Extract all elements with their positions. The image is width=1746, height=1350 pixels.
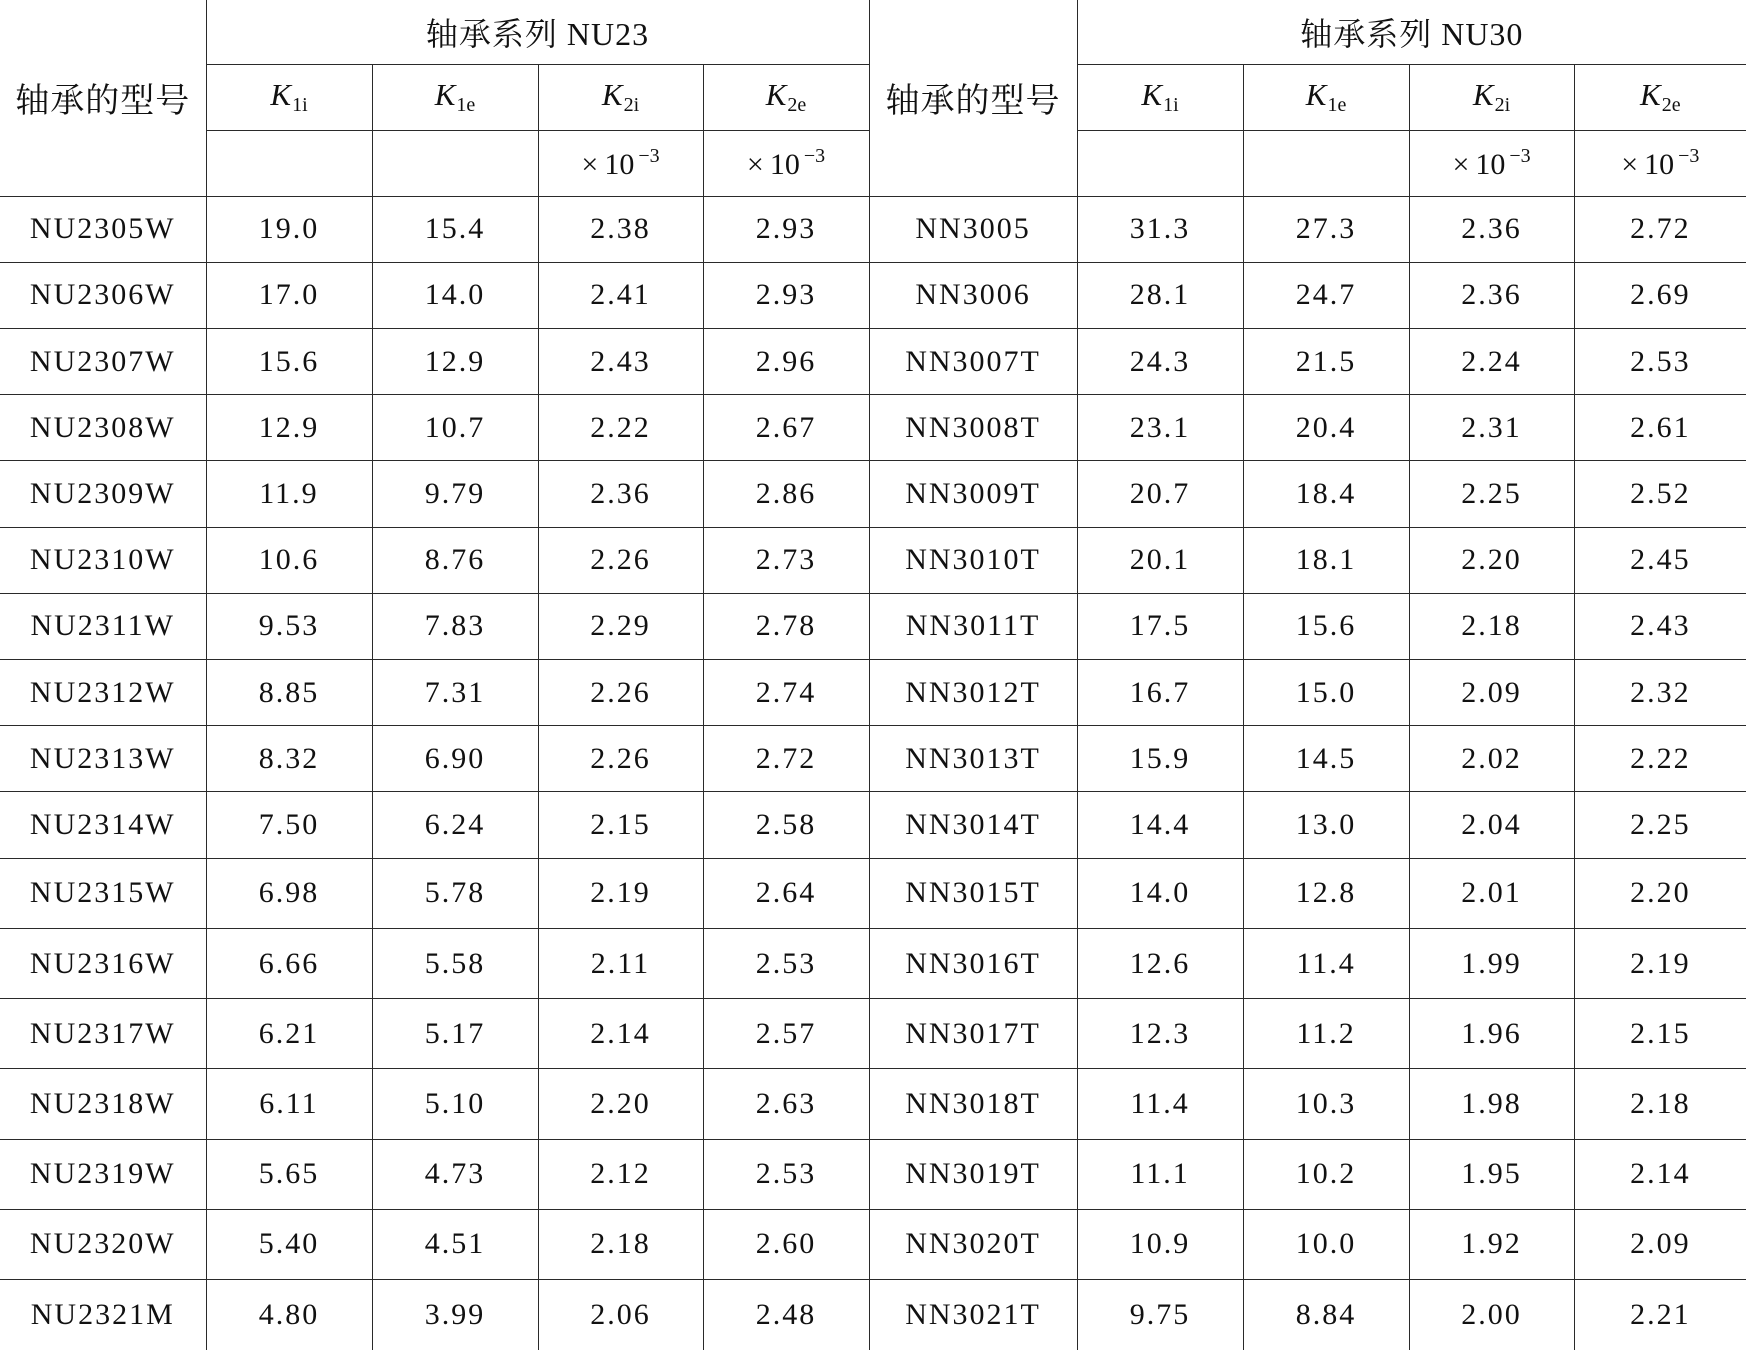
left-k2e-cell: 2.67 [703, 395, 869, 461]
left-series-title: 轴承系列 NU23 [206, 0, 869, 64]
left-k1e-cell: 10.7 [372, 395, 538, 461]
right-k2e-cell: 2.53 [1574, 328, 1746, 394]
left-model-cell: NU2311W [0, 593, 206, 659]
right-model-cell: NN3008T [869, 395, 1077, 461]
right-model-cell: NN3007T [869, 328, 1077, 394]
left-k2i-cell: 2.19 [538, 858, 703, 928]
right-model-cell: NN3018T [869, 1069, 1077, 1139]
right-k1e-cell: 27.3 [1243, 196, 1409, 262]
left-model-cell: NU2318W [0, 1069, 206, 1139]
left-k1e-cell: 5.78 [372, 858, 538, 928]
right-k2e-cell: 2.22 [1574, 726, 1746, 792]
right-k1i-cell: 15.9 [1077, 726, 1243, 792]
right-k1i-cell: 28.1 [1077, 262, 1243, 328]
table-body [0, 196, 1746, 1350]
left-k2e-cell: 2.60 [703, 1209, 869, 1279]
left-k2i-cell: 2.38 [538, 196, 703, 262]
right-model-cell: NN3011T [869, 593, 1077, 659]
left-k1i-cell: 15.6 [206, 328, 372, 394]
right-k1i-cell: 12.3 [1077, 999, 1243, 1069]
left-k2i-cell: 2.11 [538, 928, 703, 998]
left-model-header: 轴承的型号 [0, 0, 206, 196]
right-model-cell: NN3021T [869, 1280, 1077, 1350]
left-k2i-cell: 2.15 [538, 792, 703, 858]
left-model-cell: NU2317W [0, 999, 206, 1069]
right-k1e-cell: 10.2 [1243, 1139, 1409, 1209]
right-k2e-cell: 2.45 [1574, 527, 1746, 593]
right-k2i-cell: 2.20 [1409, 527, 1574, 593]
right-k1e-cell: 15.0 [1243, 660, 1409, 726]
right-k2e-scale: × 10 $^{-3}$ [1574, 130, 1746, 196]
table-row [0, 858, 1746, 928]
table-row [0, 660, 1746, 726]
right-k2e-cell: 2.09 [1574, 1209, 1746, 1279]
right-model-cell: NN3013T [869, 726, 1077, 792]
left-k1i-cell: 19.0 [206, 196, 372, 262]
right-k1e-cell: 20.4 [1243, 395, 1409, 461]
right-k2i-cell: 2.31 [1409, 395, 1574, 461]
left-model-cell: NU2313W [0, 726, 206, 792]
table-row [0, 328, 1746, 394]
left-k2e-cell: 2.58 [703, 792, 869, 858]
table-row [0, 1069, 1746, 1139]
right-k1i-cell: 12.6 [1077, 928, 1243, 998]
right-k2i-cell: 2.00 [1409, 1280, 1574, 1350]
right-model-cell: NN3014T [869, 792, 1077, 858]
left-k2e-header: $K_{2e}$ [703, 64, 869, 130]
right-k2i-cell: 2.01 [1409, 858, 1574, 928]
right-model-cell: NN3010T [869, 527, 1077, 593]
table-row [0, 262, 1746, 328]
right-k1i-cell: 17.5 [1077, 593, 1243, 659]
left-model-cell: NU2320W [0, 1209, 206, 1279]
left-k1i-cell: 12.9 [206, 395, 372, 461]
left-k1i-cell: 5.65 [206, 1139, 372, 1209]
right-k1e-cell: 8.84 [1243, 1280, 1409, 1350]
right-k1i-cell: 10.9 [1077, 1209, 1243, 1279]
right-k2e-cell: 2.43 [1574, 593, 1746, 659]
left-model-cell: NU2312W [0, 660, 206, 726]
left-k2i-cell: 2.26 [538, 726, 703, 792]
left-k2e-cell: 2.73 [703, 527, 869, 593]
left-k2e-cell: 2.93 [703, 196, 869, 262]
left-k1e-cell: 9.79 [372, 461, 538, 527]
right-k1i-unit-cell [1077, 130, 1243, 196]
right-k1e-cell: 13.0 [1243, 792, 1409, 858]
right-model-cell: NN3019T [869, 1139, 1077, 1209]
right-k2i-cell: 2.36 [1409, 262, 1574, 328]
table-row [0, 792, 1746, 858]
left-k1e-cell: 6.24 [372, 792, 538, 858]
right-model-cell: NN3009T [869, 461, 1077, 527]
left-k2i-cell: 2.36 [538, 461, 703, 527]
right-k2i-cell: 2.04 [1409, 792, 1574, 858]
left-k2e-cell: 2.86 [703, 461, 869, 527]
left-k1e-cell: 7.83 [372, 593, 538, 659]
left-k1i-cell: 9.53 [206, 593, 372, 659]
right-k2i-cell: 1.92 [1409, 1209, 1574, 1279]
left-k1e-cell: 12.9 [372, 328, 538, 394]
left-k1e-cell: 14.0 [372, 262, 538, 328]
left-k1i-cell: 10.6 [206, 527, 372, 593]
left-model-cell: NU2306W [0, 262, 206, 328]
right-k1i-header: $K_{1i}$ [1077, 64, 1243, 130]
right-k2e-cell: 2.69 [1574, 262, 1746, 328]
right-k2e-cell: 2.15 [1574, 999, 1746, 1069]
left-k2i-cell: 2.43 [538, 328, 703, 394]
left-k1e-cell: 4.73 [372, 1139, 538, 1209]
left-k1e-cell: 5.58 [372, 928, 538, 998]
right-k1e-cell: 10.0 [1243, 1209, 1409, 1279]
left-model-cell: NU2308W [0, 395, 206, 461]
right-k1i-cell: 20.1 [1077, 527, 1243, 593]
left-k2i-cell: 2.26 [538, 527, 703, 593]
left-k2e-cell: 2.64 [703, 858, 869, 928]
left-k2e-cell: 2.48 [703, 1280, 869, 1350]
table-row [0, 1139, 1746, 1209]
left-k2e-cell: 2.57 [703, 999, 869, 1069]
left-k1i-cell: 8.32 [206, 726, 372, 792]
left-k2i-cell: 2.06 [538, 1280, 703, 1350]
table-row [0, 593, 1746, 659]
left-k1i-cell: 6.21 [206, 999, 372, 1069]
right-series-title: 轴承系列 NU30 [1077, 0, 1746, 64]
left-k2e-cell: 2.72 [703, 726, 869, 792]
table-header [0, 0, 1746, 196]
table-row [0, 999, 1746, 1069]
left-k1e-cell: 15.4 [372, 196, 538, 262]
left-k1i-cell: 4.80 [206, 1280, 372, 1350]
right-k1e-cell: 11.2 [1243, 999, 1409, 1069]
right-k2e-cell: 2.20 [1574, 858, 1746, 928]
table-row [0, 1280, 1746, 1350]
left-k2i-cell: 2.29 [538, 593, 703, 659]
left-model-cell: NU2314W [0, 792, 206, 858]
left-k2e-cell: 2.93 [703, 262, 869, 328]
table-row [0, 395, 1746, 461]
left-model-cell: NU2319W [0, 1139, 206, 1209]
right-k1i-cell: 9.75 [1077, 1280, 1243, 1350]
left-model-cell: NU2321M [0, 1280, 206, 1350]
left-k1e-cell: 4.51 [372, 1209, 538, 1279]
left-k1i-cell: 5.40 [206, 1209, 372, 1279]
right-k2i-cell: 2.09 [1409, 660, 1574, 726]
left-k2i-cell: 2.18 [538, 1209, 703, 1279]
right-k2e-cell: 2.61 [1574, 395, 1746, 461]
left-model-cell: NU2309W [0, 461, 206, 527]
left-k2i-header: $K_{2i}$ [538, 64, 703, 130]
left-k1i-cell: 11.9 [206, 461, 372, 527]
right-k1e-cell: 10.3 [1243, 1069, 1409, 1139]
left-k2i-cell: 2.41 [538, 262, 703, 328]
table-row [0, 928, 1746, 998]
right-k1i-cell: 11.4 [1077, 1069, 1243, 1139]
left-k1e-cell: 5.17 [372, 999, 538, 1069]
left-k2i-cell: 2.14 [538, 999, 703, 1069]
left-model-cell: NU2307W [0, 328, 206, 394]
right-k2i-cell: 2.02 [1409, 726, 1574, 792]
left-k2e-cell: 2.78 [703, 593, 869, 659]
left-k2i-cell: 2.22 [538, 395, 703, 461]
left-model-cell: NU2305W [0, 196, 206, 262]
right-model-cell: NN3017T [869, 999, 1077, 1069]
left-model-cell: NU2310W [0, 527, 206, 593]
right-model-cell: NN3012T [869, 660, 1077, 726]
right-k1i-cell: 24.3 [1077, 328, 1243, 394]
table-row [0, 1209, 1746, 1279]
left-k1e-cell: 7.31 [372, 660, 538, 726]
table-row [0, 461, 1746, 527]
left-k1i-cell: 6.98 [206, 858, 372, 928]
right-k2e-cell: 2.25 [1574, 792, 1746, 858]
right-k2e-cell: 2.14 [1574, 1139, 1746, 1209]
left-k1i-cell: 8.85 [206, 660, 372, 726]
right-k1e-cell: 18.4 [1243, 461, 1409, 527]
right-k1e-cell: 24.7 [1243, 262, 1409, 328]
left-k1i-cell: 17.0 [206, 262, 372, 328]
left-k1e-header: $K_{1e}$ [372, 64, 538, 130]
left-k2e-scale: × 10 $^{-3}$ [703, 130, 869, 196]
right-k2e-cell: 2.52 [1574, 461, 1746, 527]
left-k1e-cell: 8.76 [372, 527, 538, 593]
left-k1i-header: $K_{1i}$ [206, 64, 372, 130]
right-k2e-cell: 2.21 [1574, 1280, 1746, 1350]
left-k1i-cell: 7.50 [206, 792, 372, 858]
right-k2e-cell: 2.18 [1574, 1069, 1746, 1139]
right-k2i-cell: 2.36 [1409, 196, 1574, 262]
right-k1e-cell: 14.5 [1243, 726, 1409, 792]
right-model-cell: NN3005 [869, 196, 1077, 262]
right-k1e-cell: 11.4 [1243, 928, 1409, 998]
left-k2e-cell: 2.74 [703, 660, 869, 726]
right-k1i-cell: 23.1 [1077, 395, 1243, 461]
right-k1i-cell: 14.0 [1077, 858, 1243, 928]
right-k2e-header: $K_{2e}$ [1574, 64, 1746, 130]
right-k2i-cell: 2.18 [1409, 593, 1574, 659]
left-k2i-cell: 2.12 [538, 1139, 703, 1209]
right-k2i-cell: 1.98 [1409, 1069, 1574, 1139]
table-row [0, 196, 1746, 262]
table-row [0, 527, 1746, 593]
right-k1i-cell: 11.1 [1077, 1139, 1243, 1209]
right-k1i-cell: 16.7 [1077, 660, 1243, 726]
right-k1i-cell: 20.7 [1077, 461, 1243, 527]
left-k1e-cell: 6.90 [372, 726, 538, 792]
right-k1e-cell: 12.8 [1243, 858, 1409, 928]
right-k2i-cell: 2.25 [1409, 461, 1574, 527]
right-model-header: 轴承的型号 [869, 0, 1077, 196]
table-row [0, 726, 1746, 792]
right-k2e-cell: 2.19 [1574, 928, 1746, 998]
right-k1e-cell: 21.5 [1243, 328, 1409, 394]
right-model-cell: NN3015T [869, 858, 1077, 928]
right-k2i-cell: 1.95 [1409, 1139, 1574, 1209]
left-k2i-cell: 2.26 [538, 660, 703, 726]
right-k2i-cell: 1.99 [1409, 928, 1574, 998]
left-k1e-cell: 3.99 [372, 1280, 538, 1350]
right-k1i-cell: 31.3 [1077, 196, 1243, 262]
left-k1e-unit-cell [372, 130, 538, 196]
left-k2e-cell: 2.63 [703, 1069, 869, 1139]
right-k2i-cell: 2.24 [1409, 328, 1574, 394]
right-k2i-cell: 1.96 [1409, 999, 1574, 1069]
left-k2i-scale: × 10 $^{-3}$ [538, 130, 703, 196]
left-k2e-cell: 2.53 [703, 1139, 869, 1209]
right-k1i-cell: 14.4 [1077, 792, 1243, 858]
right-model-cell: NN3006 [869, 262, 1077, 328]
left-k2i-cell: 2.20 [538, 1069, 703, 1139]
right-k1e-cell: 15.6 [1243, 593, 1409, 659]
left-k1i-unit-cell [206, 130, 372, 196]
left-k1e-cell: 5.10 [372, 1069, 538, 1139]
left-k1i-cell: 6.11 [206, 1069, 372, 1139]
right-model-cell: NN3016T [869, 928, 1077, 998]
right-k1e-unit-cell [1243, 130, 1409, 196]
left-model-cell: NU2316W [0, 928, 206, 998]
right-k1e-cell: 18.1 [1243, 527, 1409, 593]
right-k2i-header: $K_{2i}$ [1409, 64, 1574, 130]
left-k1i-cell: 6.66 [206, 928, 372, 998]
left-k2e-cell: 2.96 [703, 328, 869, 394]
right-k1e-header: $K_{1e}$ [1243, 64, 1409, 130]
right-k2e-cell: 2.72 [1574, 196, 1746, 262]
right-k2e-cell: 2.32 [1574, 660, 1746, 726]
left-k2e-cell: 2.53 [703, 928, 869, 998]
right-k2i-scale: × 10 $^{-3}$ [1409, 130, 1574, 196]
right-model-cell: NN3020T [869, 1209, 1077, 1279]
left-model-cell: NU2315W [0, 858, 206, 928]
